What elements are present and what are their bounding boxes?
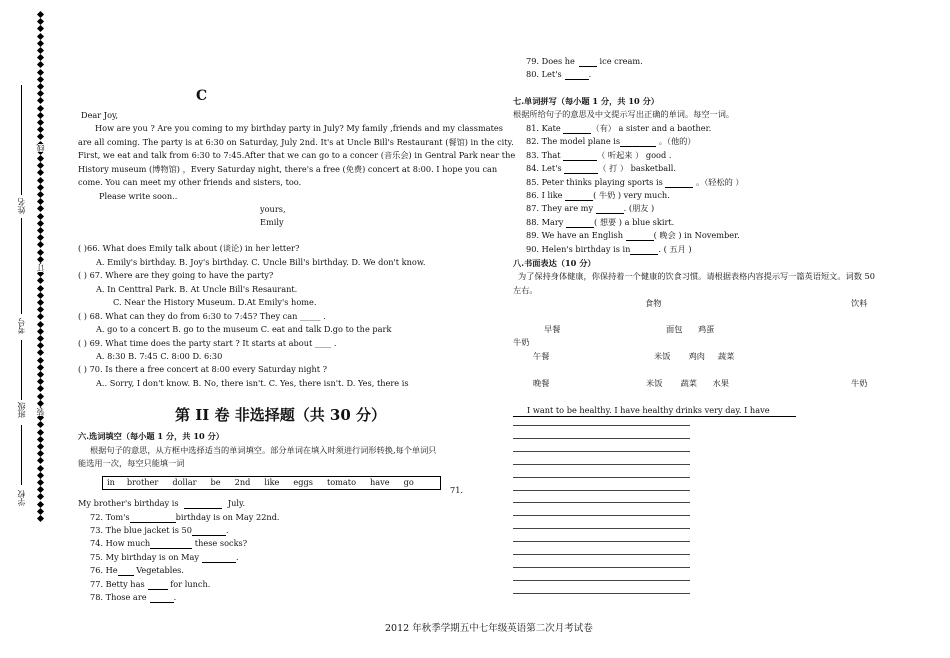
question-83-blank[interactable] (563, 151, 597, 161)
binding-diamond (37, 241, 44, 248)
word-bank-word: have (370, 477, 390, 487)
question-67-options-ab: A. In Centtral Park. B. At Uncle Bill's Resaurant. (96, 284, 298, 294)
binding-diamond (37, 400, 44, 407)
word-bank-word: brother (126, 477, 159, 487)
question-81: 81. Kate （有） a sister and a baother. (526, 123, 712, 133)
question-82-blank[interactable] (620, 137, 656, 147)
writing-line[interactable] (513, 477, 690, 478)
school-label: 学校 (17, 490, 26, 506)
question-73-blank[interactable] (192, 526, 226, 536)
bind-line-mark: 订 (36, 264, 45, 272)
table-header-food: 食物 (645, 298, 662, 308)
binding-diamond (37, 465, 44, 472)
name-label: 姓名 (17, 198, 26, 214)
question-76: 76. He Vegetables. (90, 565, 184, 575)
binding-diamond (37, 25, 44, 32)
part-2-title: 第 II 卷 非选择题（共 30 分） (175, 406, 387, 424)
binding-diamond (37, 457, 44, 464)
question-77-blank[interactable] (148, 580, 168, 590)
question-85-blank[interactable] (665, 178, 693, 188)
question-79: 79. Does he ice cream. (526, 56, 643, 66)
word-bank-word: tomato (326, 477, 357, 487)
letter-salutation: Dear Joy, (81, 110, 119, 120)
question-87-blank[interactable] (596, 204, 624, 214)
question-89: 89. We have an English ( 晚会 ) in November. (526, 230, 740, 240)
dinner-drink: 牛奶 (851, 378, 868, 388)
letter-closing: yours, (260, 204, 286, 214)
seal-line-mark: 线 (36, 144, 45, 152)
word-bank-word: 2nd (234, 477, 251, 487)
question-86-blank[interactable] (565, 191, 593, 201)
binding-diamond (37, 364, 44, 371)
binding-diamond (37, 508, 44, 515)
section-8-instruction-2: 左右。 (513, 285, 538, 295)
seat-number-label: 考号 (17, 318, 26, 334)
question-74: 74. How much these socks? (90, 538, 248, 548)
question-70-options: A.. Sorry, I don't know. B. No, there isn't. C. Yes, there isn't. D. Yes, there is (96, 378, 409, 388)
section-8-title: 八.书面表达（10 分） (513, 258, 596, 268)
binding-diamond (37, 277, 44, 284)
section-6-instruction-2: 能选用一次，每空只能填一词 (78, 458, 185, 468)
binding-diamond (37, 393, 44, 400)
class-label: 班级 (17, 402, 26, 418)
word-bank-word: be (210, 477, 221, 487)
meal-breakfast: 早餐 (544, 324, 561, 334)
binding-diamond (37, 61, 44, 68)
question-71-blank[interactable] (184, 499, 222, 509)
mount-line-mark: 装 (36, 408, 45, 416)
question-71 (78, 498, 245, 509)
essay-starter: I want to be healthy. I have healthy drinks very day. I have (513, 405, 796, 417)
question-77: 77. Betty has for lunch. (90, 579, 211, 589)
question-76-blank[interactable] (118, 566, 134, 576)
binding-diamond (37, 249, 44, 256)
binding-diamond (37, 493, 44, 500)
word-bank-word: go (403, 477, 414, 487)
binding-diamond (37, 292, 44, 299)
question-86: 86. I like ( 牛奶 ) very much. (526, 190, 670, 200)
question-81-blank[interactable] (563, 124, 591, 134)
question-84-blank[interactable] (564, 164, 598, 174)
question-68: ( ) 68. What can they do from 6:30 to 7:45? They can _____ . (78, 311, 326, 321)
binding-diamond (37, 472, 44, 479)
table-header-drink: 饮料 (851, 298, 868, 308)
binding-diamond (37, 313, 44, 320)
meal-lunch: 午餐 (533, 351, 550, 361)
binding-diamond (37, 169, 44, 176)
question-84: 84. Let's （ 打 ） basketball. (526, 163, 677, 173)
writing-line[interactable] (513, 464, 690, 465)
letter-line-4: History museum (博物馆) ，Every Saturday night, there's a free (免费) concert at 8:00. I hope you can (78, 164, 498, 174)
breakfast-drink: 牛奶 (513, 337, 530, 347)
writing-line[interactable] (513, 490, 690, 491)
school-line (21, 425, 22, 485)
writing-line[interactable] (513, 528, 690, 529)
question-80: 80. Let's . (526, 69, 592, 79)
writing-line[interactable] (513, 425, 690, 426)
binding-diamond (37, 349, 44, 356)
question-75-blank[interactable] (202, 553, 236, 563)
writing-line[interactable] (513, 541, 690, 542)
letter-line-5: come. You can meet my other friends and sisters, too. (78, 177, 302, 187)
letter-line-2: are all coming. The party is at 6:30 on Saturday, July 2nd. It's at Uncle Bill's Restaurant (餐馆) in the city. (78, 137, 514, 147)
binding-diamond (37, 501, 44, 508)
meal-dinner: 晚餐 (533, 378, 550, 388)
writing-line[interactable] (513, 580, 690, 581)
binding-diamond (37, 421, 44, 428)
question-87: 87. They are my . (朋友 ) (526, 203, 655, 213)
name-line (21, 85, 22, 195)
word-bank (107, 477, 414, 488)
question-72: 72. Tom's birthday is on May 22nd. (90, 512, 280, 522)
letter-signature: Emily (260, 217, 284, 227)
question-79-blank[interactable] (579, 57, 597, 67)
binding-diamond (37, 69, 44, 76)
writing-line[interactable] (513, 554, 690, 555)
word-bank-word: in (107, 477, 115, 487)
question-71-text: My brother's birthday is (78, 498, 179, 508)
page-footer: 2012 年秋季学期五中七年级英语第二次月考试卷 (385, 623, 593, 634)
lunch-foods: 米饭 鸡肉 蔬菜 (654, 351, 735, 361)
reading-c-heading: C (196, 88, 208, 104)
section-8-instruction-1: 为了保持身体健康，你保持着一个健康的饮食习惯。请根据表格内容提示写一篇英语短文。词数 50 (518, 271, 875, 281)
question-73: 73. The blue jacket is 50 . (90, 525, 229, 535)
question-74-blank[interactable] (150, 539, 192, 549)
writing-line[interactable] (513, 451, 690, 452)
word-bank-word: like (264, 477, 280, 487)
binding-diamond (37, 97, 44, 104)
question-83: 83. That （ 听起来 ） good . (526, 150, 672, 160)
binding-diamond (37, 321, 44, 328)
word-bank-word: dollar (172, 477, 197, 487)
question-90-blank[interactable] (630, 245, 658, 255)
question-70: ( ) 70. Is there a free concert at 8:00 every Saturday night ? (78, 364, 327, 374)
dinner-foods: 米饭 蔬菜 水果 (646, 378, 729, 388)
section-6-title: 六.选词填空（每小题 1 分，共 10 分） (78, 431, 224, 441)
question-90: 90. Helen's birthday is in . ( 五月 ) (526, 244, 692, 254)
letter-line-1: How are you ? Are you coming to my birthday party in July? My family ,friends and my classmates (95, 123, 503, 133)
binding-diamond (37, 33, 44, 40)
seat-number-line (21, 218, 22, 314)
binding-diamond (37, 385, 44, 392)
binding-diamond (37, 133, 44, 140)
binding-diamond (37, 429, 44, 436)
letter-line-3: First, we eat and talk from 6:30 to 7:45.After that we can go to a concer (音乐会) in Gentral Park near the (78, 150, 516, 160)
question-88: 88. Mary ( 想要 ) a blue skirt. (526, 217, 675, 227)
question-66: ( )66. What does Emily talk about (谈论) in her letter? (78, 243, 300, 253)
word-bank-word: eggs (293, 477, 313, 487)
writing-line[interactable] (513, 502, 690, 503)
breakfast-foods: 面包 鸡蛋 (666, 324, 715, 334)
binding-diamond (37, 76, 44, 83)
question-88-blank[interactable] (566, 218, 594, 228)
writing-line[interactable] (513, 567, 690, 568)
question-71-number: 71. (450, 485, 464, 495)
question-71-text-end: July. (227, 498, 246, 508)
binding-diamond (37, 436, 44, 443)
writing-line[interactable] (513, 515, 690, 516)
question-78: 78. Those are . (90, 592, 177, 602)
question-82: 82. The model plane is 。（他的） (526, 136, 696, 146)
section-6-instruction-1: 根据句子的意思，从方框中选择适当的单词填空。部分单词在填入时须进行词形转换,每个单词只 (90, 445, 437, 455)
question-80-blank[interactable] (565, 70, 589, 80)
question-67: ( ) 67. Where are they going to have the party? (78, 270, 274, 280)
question-69: ( ) 69. What time does the party start ? It starts at about ____ . (78, 338, 337, 348)
letter-reply: Please write soon.. (99, 191, 178, 201)
question-72-blank[interactable] (130, 513, 176, 523)
question-75: 75. My birthday is on May . (90, 552, 239, 562)
writing-line[interactable] (513, 438, 690, 439)
binding-diamond (37, 213, 44, 220)
binding-diamond (37, 105, 44, 112)
binding-diamond (37, 205, 44, 212)
binding-diamond (37, 357, 44, 364)
question-89-blank[interactable] (626, 231, 654, 241)
binding-diamond (37, 40, 44, 47)
class-line (21, 340, 22, 400)
binding-diamond (37, 112, 44, 119)
binding-diamond (37, 328, 44, 335)
question-78-blank[interactable] (150, 593, 174, 603)
writing-line[interactable] (513, 593, 690, 594)
binding-diamond (37, 256, 44, 263)
question-68-options: A. go to a concert B. go to the museum C. eat and talk D.go to the park (96, 324, 392, 334)
binding-diamond (37, 515, 44, 522)
question-67-options-cd: C. Near the History Museum. D.At Emily's home. (113, 297, 317, 307)
section-7-title: 七.单词拼写（每小题 1 分，共 10 分） (513, 96, 659, 106)
question-69-options: A. 8:30 B. 7:45 C. 8:00 D. 6:30 (96, 351, 223, 361)
binding-diamond (37, 285, 44, 292)
binding-diamond (37, 220, 44, 227)
question-66-options: A. Emily's birthday. B. Joy's birthday. C. Uncle Bill's birthday. D. We don't know. (96, 257, 426, 267)
binding-diamond (37, 184, 44, 191)
question-85: 85. Peter thinks playing sports is 。（轻松的 ） (526, 177, 744, 187)
section-7-instruction: 根据所给句子的意思及中文提示写出正确的单词。每空一词。 (513, 109, 735, 119)
binding-diamond (37, 177, 44, 184)
